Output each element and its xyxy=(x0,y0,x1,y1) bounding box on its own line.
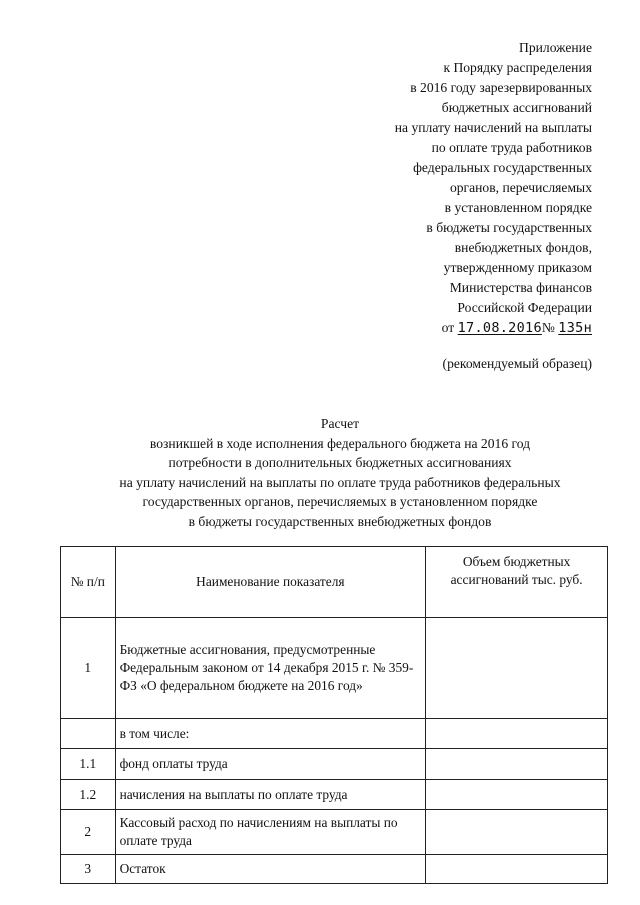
table-row xyxy=(61,618,608,719)
row-name-text: Остаток xyxy=(119,861,166,876)
appendix-line: в бюджеты государственных xyxy=(426,220,592,235)
row-name xyxy=(115,855,426,884)
table-row xyxy=(61,810,608,855)
title-line: Расчет xyxy=(320,416,360,431)
number-prefix: № xyxy=(541,320,555,335)
header-num: № п/п xyxy=(61,547,116,618)
appendix-line: на уплату начислений на выплаты xyxy=(394,120,592,135)
row-num: 1.1 xyxy=(61,749,116,780)
appendix-line: к Порядку распределения xyxy=(443,60,592,75)
title-line: возникшей в ходе исполнения федерального бюджета на 2016 год xyxy=(149,435,531,451)
appendix-line: федеральных государственных xyxy=(413,160,592,175)
appendix-line: внебюджетных фондов, xyxy=(454,240,592,255)
row-name xyxy=(115,749,426,780)
appendix-line: в 2016 году зарезервированных xyxy=(410,80,592,95)
appendix-line: утвержденному приказом xyxy=(443,260,592,275)
appendix-line: бюджетных ассигнований xyxy=(441,100,592,115)
row-amount xyxy=(426,618,608,719)
table-row xyxy=(61,780,608,810)
row-name-text: начисления на выплаты по оплате труда xyxy=(119,786,348,802)
row-name xyxy=(115,618,426,719)
calculation-table xyxy=(60,546,608,884)
table-row xyxy=(61,855,608,884)
appendix-line: органов, перечисляемых xyxy=(449,180,592,195)
table-header-row xyxy=(61,547,608,618)
header-name: Наименование показателя xyxy=(115,547,426,618)
table-row xyxy=(61,749,608,780)
row-num: 2 xyxy=(61,810,116,855)
title-line: в бюджеты государственных внебюджетных фондов xyxy=(188,513,492,529)
document-title xyxy=(40,414,640,531)
row-num: 1.2 xyxy=(61,780,116,810)
row-num xyxy=(61,719,116,749)
row-name-text: в том числе: xyxy=(119,725,190,741)
row-num: 3 xyxy=(61,855,116,884)
order-number: 135н xyxy=(558,320,592,336)
row-amount xyxy=(426,780,608,810)
appendix-line: Российской Федерации xyxy=(457,300,592,315)
row-amount xyxy=(426,855,608,884)
appendix-line: по оплате труда работников xyxy=(431,140,592,155)
appendix-line: Приложение xyxy=(519,40,592,55)
row-name-text: Кассовый расход по начислениям на выплаты по оплате труда xyxy=(119,815,398,848)
title-line: государственных органов, перечисляемых в установленном порядке xyxy=(142,494,538,509)
appendix-line: Министерства финансов xyxy=(449,280,592,295)
title-line: на уплату начислений на выплаты по оплате труда работников федеральных xyxy=(119,474,561,490)
row-name xyxy=(115,719,426,749)
row-name xyxy=(115,780,426,810)
table-row xyxy=(61,719,608,749)
row-name-text: фонд оплаты труда xyxy=(119,756,228,771)
order-date: 17.08.2016 xyxy=(457,320,542,336)
appendix-line: в установленном порядке xyxy=(444,200,592,215)
appendix-date-line xyxy=(262,318,592,338)
appendix-block xyxy=(262,38,592,338)
header-amount: Объем бюджетных ассигнований тыс. руб. xyxy=(426,547,608,618)
row-name xyxy=(115,810,426,855)
row-amount xyxy=(426,719,608,749)
date-prefix: от xyxy=(441,320,455,335)
row-num: 1 xyxy=(61,618,116,719)
row-name-text: Бюджетные ассигнования, предусмотренные Федеральным законом от 14 декабря 2015 г. № 359-ФЗ «О федеральном бюджете на 2016 год» xyxy=(119,642,414,693)
sample-note: (рекомендуемый образец) xyxy=(442,356,592,371)
title-line: потребности в дополнительных бюджетных ассигнованиях xyxy=(168,455,512,470)
row-amount xyxy=(426,810,608,855)
row-amount xyxy=(426,749,608,780)
